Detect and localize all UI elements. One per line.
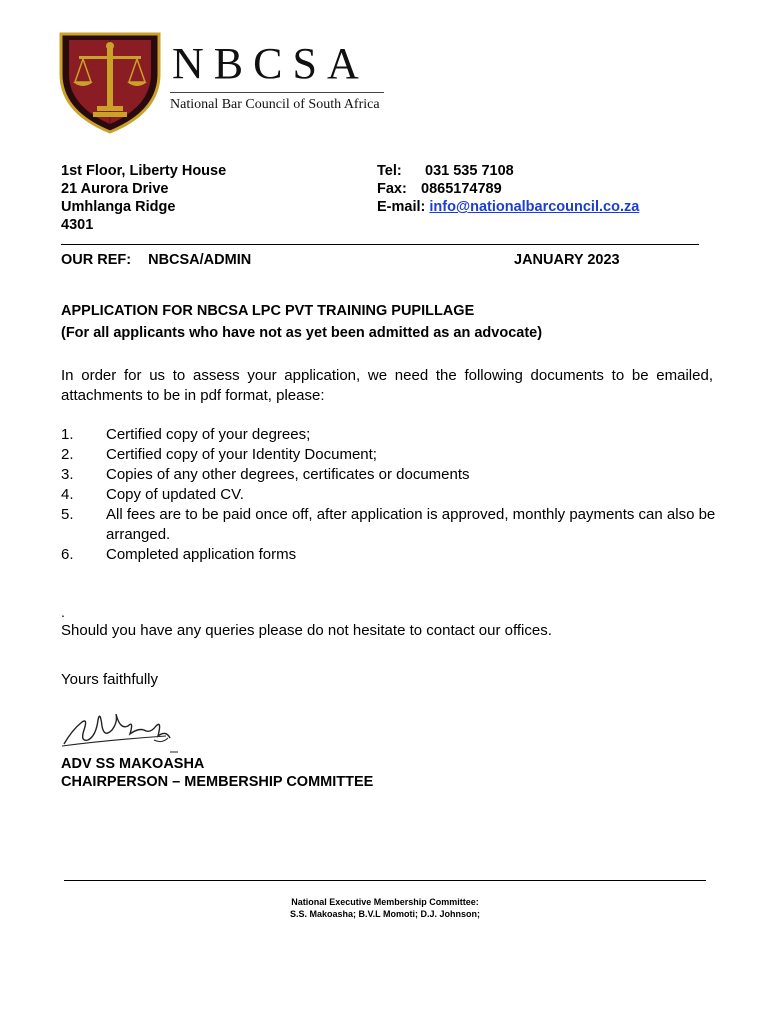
list-item	[61, 545, 721, 565]
list-item	[61, 425, 721, 445]
queries-paragraph: Should you have any queries please do not hesitate to contact our offices.	[61, 622, 552, 639]
stray-period: .	[61, 604, 65, 620]
closing-salutation: Yours faithfully	[61, 671, 159, 688]
list-text: All fees are to be paid once off, after application is approved, monthly payments can also be arranged.	[106, 506, 716, 543]
list-text: Certified copy of your Identity Document;	[106, 446, 377, 463]
brand-name: NBCSA	[172, 39, 369, 88]
tel-label: Tel:	[377, 163, 402, 179]
tel-row	[377, 162, 639, 180]
list-text: Copy of updated CV.	[106, 486, 244, 503]
signatory-block	[61, 755, 373, 791]
list-item	[61, 505, 721, 545]
nbcsa-crest-logo	[55, 28, 165, 136]
handwritten-signature	[58, 700, 188, 756]
list-number: 1.	[61, 426, 74, 443]
signatory-title: CHAIRPERSON – MEMBERSHIP COMMITTEE	[61, 774, 374, 790]
list-text: Copies of any other degrees, certificates or documents	[106, 466, 470, 483]
intro-paragraph: In order for us to assess your application, we need the following documents to be emailed, attachments to be in pdf format, please:	[61, 367, 713, 404]
list-number: 6.	[61, 546, 74, 563]
list-number: 3.	[61, 466, 74, 483]
list-number: 2.	[61, 446, 74, 463]
tel-value: 031 535 7108	[425, 163, 514, 179]
fax-label: Fax:	[377, 181, 407, 197]
document-requirements-list	[61, 425, 721, 565]
footer-divider	[64, 880, 706, 881]
list-text: Completed application forms	[106, 546, 297, 563]
email-label: E-mail:	[377, 199, 426, 215]
reference-value: NBCSA/ADMIN	[148, 252, 252, 268]
list-item	[61, 485, 721, 505]
list-number: 5.	[61, 506, 74, 523]
list-number: 4.	[61, 486, 74, 503]
address-line: 4301	[61, 217, 94, 233]
document-title: APPLICATION FOR NBCSA LPC PVT TRAINING PUPILLAGE	[61, 303, 475, 319]
footer-line: National Executive Membership Committee:	[291, 897, 479, 907]
fax-value: 0865174789	[421, 181, 502, 197]
brand-subtitle: National Bar Council of South Africa	[170, 97, 380, 112]
email-row	[377, 198, 639, 216]
document-subtitle: (For all applicants who have not as yet been admitted as an advocate)	[61, 325, 543, 341]
letter-date: JANUARY 2023	[514, 252, 620, 268]
reference-line	[61, 252, 251, 268]
fax-row	[377, 180, 639, 198]
address-block	[61, 162, 226, 234]
address-line: Umhlanga Ridge	[61, 199, 176, 215]
list-item	[61, 465, 721, 485]
list-item	[61, 445, 721, 465]
reference-label: OUR REF:	[61, 252, 132, 268]
footer-line: S.S. Makoasha; B.V.L Momoti; D.J. Johnson;	[289, 909, 481, 919]
list-text: Certified copy of your degrees;	[106, 426, 311, 443]
email-link[interactable]: info@nationalbarcouncil.co.za	[429, 199, 640, 215]
address-line: 21 Aurora Drive	[61, 181, 169, 197]
header-divider	[61, 244, 699, 245]
signatory-name: ADV SS MAKOASHA	[61, 756, 205, 772]
address-line: 1st Floor, Liberty House	[61, 163, 227, 179]
brand-divider	[170, 92, 384, 93]
footer-block	[0, 896, 770, 920]
contact-block	[377, 162, 639, 216]
